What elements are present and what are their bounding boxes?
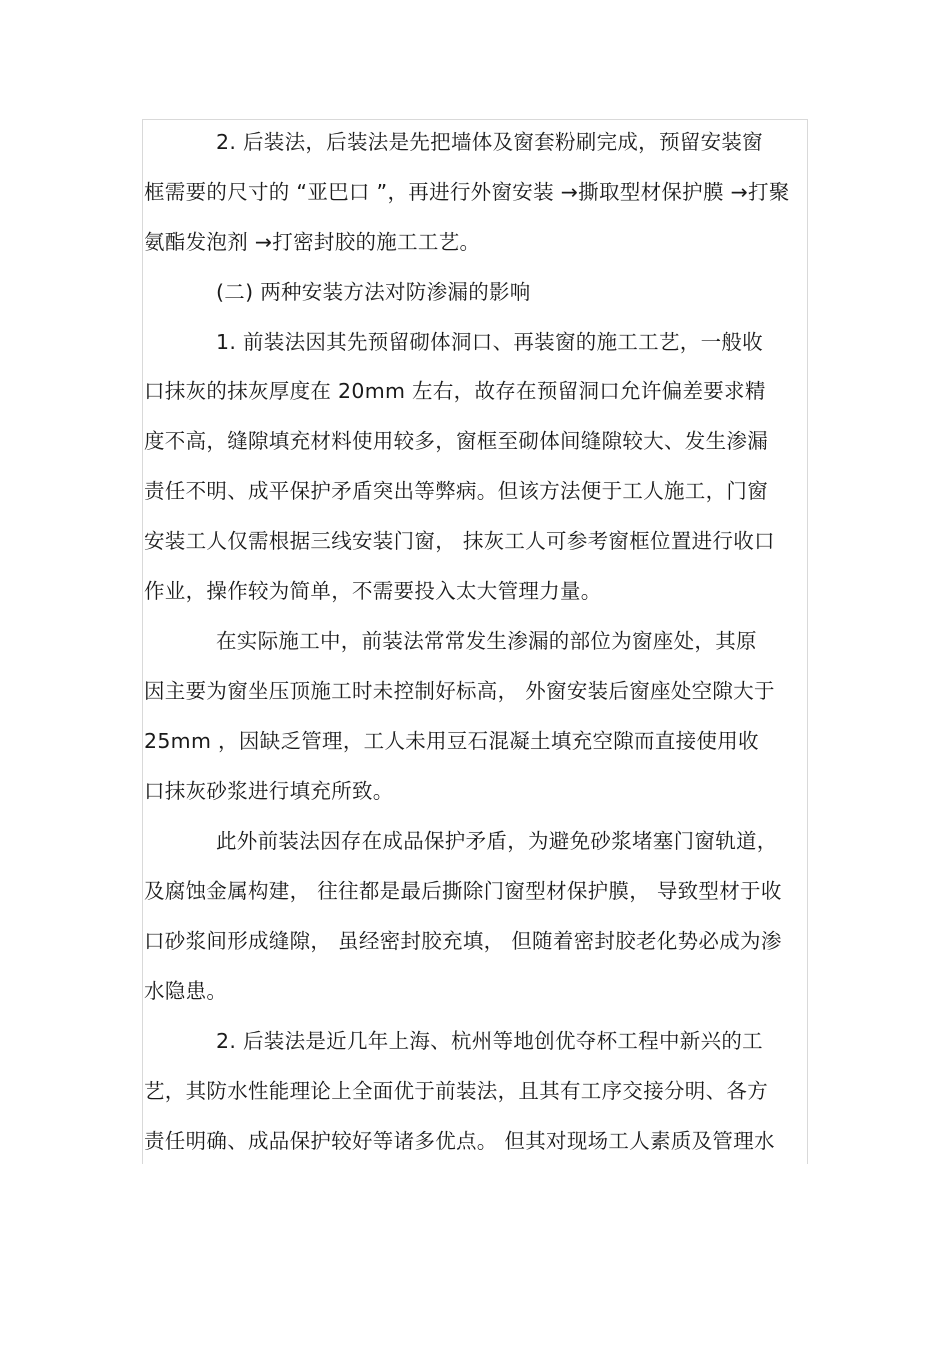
- paragraph-line: 25mm ，因缺乏管理，工人未用豆石混凝土填充空隙而直接使用收: [144, 729, 759, 753]
- paragraph-line: 及腐蚀金属构建， 往往都是最后撕除门窗型材保护膜， 导致型材于收: [144, 879, 782, 903]
- paragraph-line: 2. 后装法，后装法是先把墙体及窗套粉刷完成，预留安装窗: [216, 130, 763, 154]
- paragraph-line: 责任不明、成平保护矛盾突出等弊病。但该方法便于工人施工，门窗: [144, 479, 768, 503]
- paragraph-line: 责任明确、成品保护较好等诸多优点。 但其对现场工人素质及管理水: [144, 1129, 775, 1153]
- paragraph-line: 框需要的尺寸的 “亚巴口 ”，再进行外窗安装 →撕取型材保护膜 →打聚: [144, 180, 790, 204]
- paragraph-line: 2. 后装法是近几年上海、杭州等地创优夺杯工程中新兴的工: [216, 1029, 763, 1053]
- paragraph-line: 氨酯发泡剂 →打密封胶的施工工艺。: [144, 230, 481, 254]
- paragraph-line: 度不高，缝隙填充材料使用较多，窗框至砌体间缝隙较大、发生渗漏: [144, 429, 768, 453]
- paragraph-line: 口抹灰的抹灰厚度在 20mm 左右，故存在预留洞口允许偏差要求精: [144, 379, 766, 403]
- paragraph-line: 口抹灰砂浆进行填充所致。: [144, 779, 394, 803]
- paragraph-line: 作业，操作较为简单，不需要投入太大管理力量。: [144, 579, 602, 603]
- paragraph-line: 此外前装法因存在成品保护矛盾，为避免砂浆堵塞门窗轨道，: [216, 829, 778, 853]
- paragraph-line: 安装工人仅需根据三线安装门窗， 抹灰工人可参考窗框位置进行收口: [144, 529, 775, 553]
- paragraph-line: 1. 前装法因其先预留砌体洞口、再装窗的施工工艺，一般收: [216, 330, 763, 354]
- paragraph-line: 因主要为窗坐压顶施工时未控制好标高， 外窗安装后窗座处空隙大于: [144, 679, 775, 703]
- paragraph-line: 艺，其防水性能理论上全面优于前装法，且其有工序交接分明、各方: [144, 1079, 768, 1103]
- paragraph-line: 口砂浆间形成缝隙， 虽经密封胶充填， 但随着密封胶老化势必成为渗: [144, 929, 782, 953]
- paragraph-line: 水隐患。: [144, 979, 228, 1003]
- paragraph-line: 在实际施工中，前装法常常发生渗漏的部位为窗座处，其原: [216, 629, 757, 653]
- section-heading: (二) 两种安装方法对防渗漏的影响: [216, 280, 531, 304]
